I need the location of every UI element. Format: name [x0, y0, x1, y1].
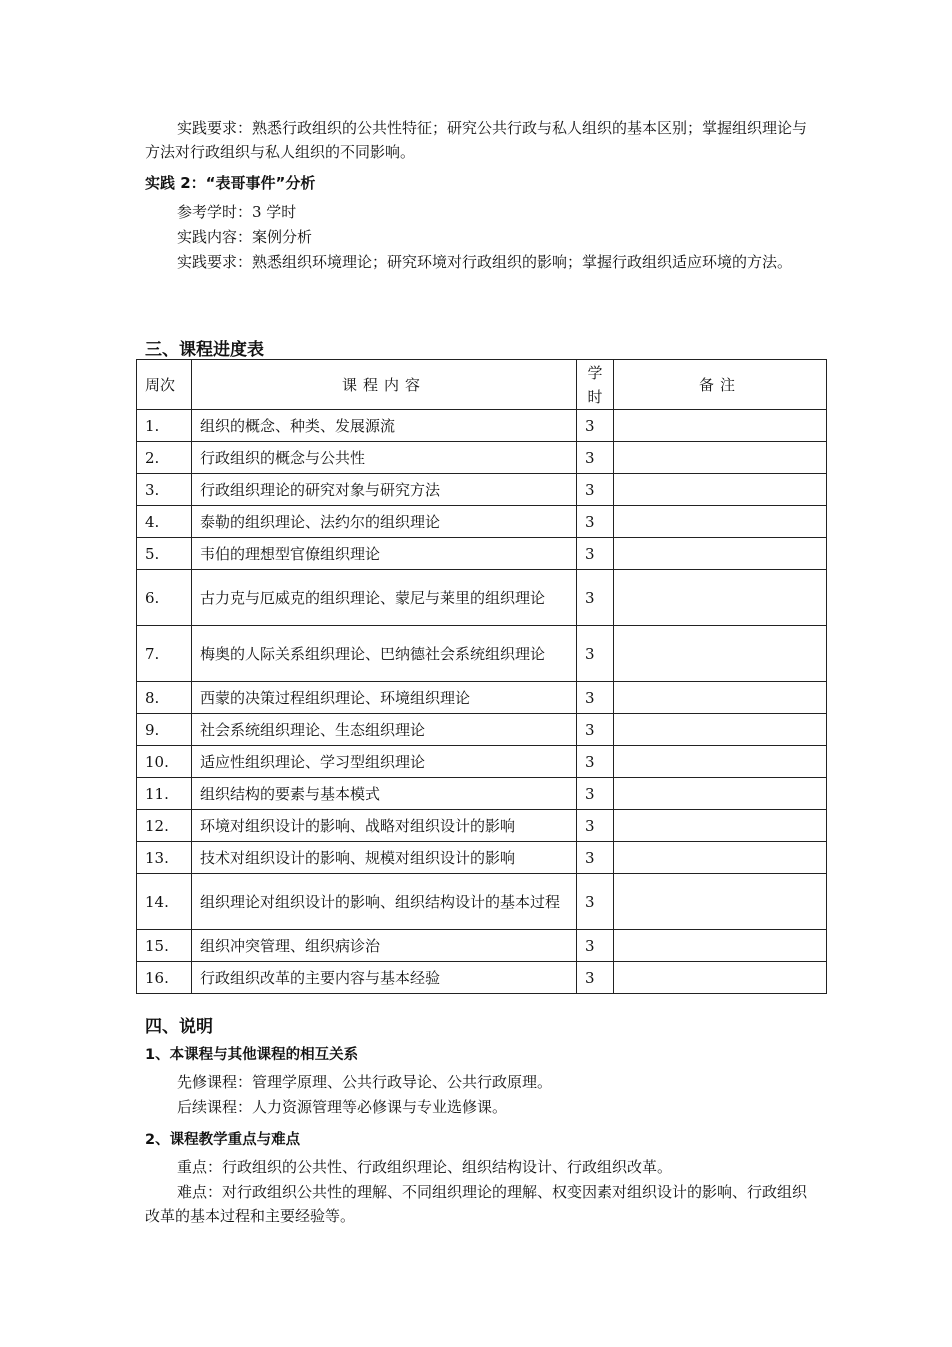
section3-title: 三、课程进度表	[145, 340, 264, 360]
table-row	[137, 474, 827, 506]
cell-content: 行政组织改革的主要内容与基本经验	[192, 962, 577, 994]
cell-notes	[614, 410, 827, 442]
cell-notes	[614, 714, 827, 746]
table-row	[137, 874, 827, 930]
difficulties: 难点：对行政组织公共性的理解、不同组织理论的理解、权变因素对组织设计的影响、行政组织改革的基本过程和主要经验等。	[145, 1183, 808, 1225]
cell-notes	[614, 746, 827, 778]
cell-notes	[614, 962, 827, 994]
section4-title: 四、说明	[145, 1017, 213, 1037]
cell-hours: 3	[577, 810, 614, 842]
cell-notes	[614, 778, 827, 810]
cell-week: 16.	[137, 962, 192, 994]
cell-notes	[614, 682, 827, 714]
cell-notes	[614, 506, 827, 538]
cell-hours: 3	[577, 746, 614, 778]
schedule-table	[136, 359, 827, 994]
cell-week: 5.	[137, 538, 192, 570]
header-hours	[577, 360, 614, 410]
cell-week: 13.	[137, 842, 192, 874]
cell-week: 7.	[137, 626, 192, 682]
header-content: 课程内容	[192, 360, 577, 410]
table-row	[137, 626, 827, 682]
cell-content: 泰勒的组织理论、法约尔的组织理论	[192, 506, 577, 538]
cell-hours: 3	[577, 410, 614, 442]
cell-notes	[614, 874, 827, 930]
practice2-hours: 参考学时：3 学时	[177, 203, 297, 221]
cell-week: 14.	[137, 874, 192, 930]
cell-week: 11.	[137, 778, 192, 810]
cell-content: 组织的概念、种类、发展源流	[192, 410, 577, 442]
key-points: 重点：行政组织的公共性、行政组织理论、组织结构设计、行政组织改革。	[177, 1158, 673, 1176]
cell-content: 梅奥的人际关系组织理论、巴纳德社会系统组织理论	[192, 626, 577, 682]
cell-notes	[614, 930, 827, 962]
cell-hours: 3	[577, 682, 614, 714]
cell-hours: 3	[577, 626, 614, 682]
table-row	[137, 410, 827, 442]
cell-content: 适应性组织理论、学习型组织理论	[192, 746, 577, 778]
cell-notes	[614, 570, 827, 626]
cell-week: 1.	[137, 410, 192, 442]
cell-content: 环境对组织设计的影响、战略对组织设计的影响	[192, 810, 577, 842]
cell-hours: 3	[577, 962, 614, 994]
cell-week: 6.	[137, 570, 192, 626]
cell-notes	[614, 626, 827, 682]
practice1-requirement: 实践要求：熟悉行政组织的公共性特征；研究公共行政与私人组织的基本区别；掌握组织理论与方法对行政组织与私人组织的不同影响。	[145, 119, 808, 161]
table-row	[137, 842, 827, 874]
practice2-requirement: 实践要求：熟悉组织环境理论；研究环境对行政组织的影响；掌握行政组织适应环境的方法。	[177, 253, 793, 271]
practice2-content: 实践内容：案例分析	[177, 228, 313, 246]
cell-week: 10.	[137, 746, 192, 778]
cell-hours: 3	[577, 842, 614, 874]
header-notes: 备注	[614, 360, 827, 410]
cell-hours: 3	[577, 474, 614, 506]
cell-hours: 3	[577, 930, 614, 962]
practice2-title: 实践 2：“表哥事件”分析	[145, 174, 316, 192]
table-header-row	[137, 360, 827, 410]
header-hours-line1: 学	[587, 363, 603, 382]
prerequisite-courses: 先修课程：管理学原理、公共行政导论、公共行政原理。	[177, 1073, 553, 1091]
cell-notes	[614, 810, 827, 842]
cell-content: 行政组织的概念与公共性	[192, 442, 577, 474]
cell-content: 组织结构的要素与基本模式	[192, 778, 577, 810]
followup-courses: 后续课程：人力资源管理等必修课与专业选修课。	[177, 1098, 508, 1116]
cell-week: 4.	[137, 506, 192, 538]
cell-hours: 3	[577, 506, 614, 538]
cell-week: 3.	[137, 474, 192, 506]
table-row	[137, 930, 827, 962]
table-row	[137, 570, 827, 626]
cell-content: 行政组织理论的研究对象与研究方法	[192, 474, 577, 506]
header-week: 周次	[137, 360, 192, 410]
table-row	[137, 778, 827, 810]
cell-week: 2.	[137, 442, 192, 474]
cell-content: 技术对组织设计的影响、规模对组织设计的影响	[192, 842, 577, 874]
section4-sub2-title: 2、课程教学重点与难点	[145, 1132, 301, 1148]
cell-notes	[614, 538, 827, 570]
cell-content: 组织冲突管理、组织病诊治	[192, 930, 577, 962]
cell-week: 15.	[137, 930, 192, 962]
table-row	[137, 538, 827, 570]
cell-notes	[614, 474, 827, 506]
cell-content: 韦伯的理想型官僚组织理论	[192, 538, 577, 570]
cell-hours: 3	[577, 570, 614, 626]
cell-hours: 3	[577, 442, 614, 474]
section4-sub1-title: 1、本课程与其他课程的相互关系	[145, 1047, 359, 1063]
table-row	[137, 810, 827, 842]
cell-content: 社会系统组织理论、生态组织理论	[192, 714, 577, 746]
cell-week: 12.	[137, 810, 192, 842]
cell-content: 西蒙的决策过程组织理论、环境组织理论	[192, 682, 577, 714]
cell-hours: 3	[577, 538, 614, 570]
cell-week: 9.	[137, 714, 192, 746]
table-row	[137, 682, 827, 714]
cell-hours: 3	[577, 778, 614, 810]
cell-week: 8.	[137, 682, 192, 714]
cell-content: 组织理论对组织设计的影响、组织结构设计的基本过程	[192, 874, 577, 930]
cell-content: 古力克与厄威克的组织理论、蒙尼与莱里的组织理论	[192, 570, 577, 626]
cell-notes	[614, 842, 827, 874]
table-row	[137, 442, 827, 474]
cell-notes	[614, 442, 827, 474]
table-row	[137, 962, 827, 994]
table-row	[137, 746, 827, 778]
schedule-table-body	[137, 410, 827, 994]
table-row	[137, 506, 827, 538]
table-row	[137, 714, 827, 746]
header-hours-line2: 时	[587, 387, 603, 406]
cell-hours: 3	[577, 714, 614, 746]
cell-hours: 3	[577, 874, 614, 930]
